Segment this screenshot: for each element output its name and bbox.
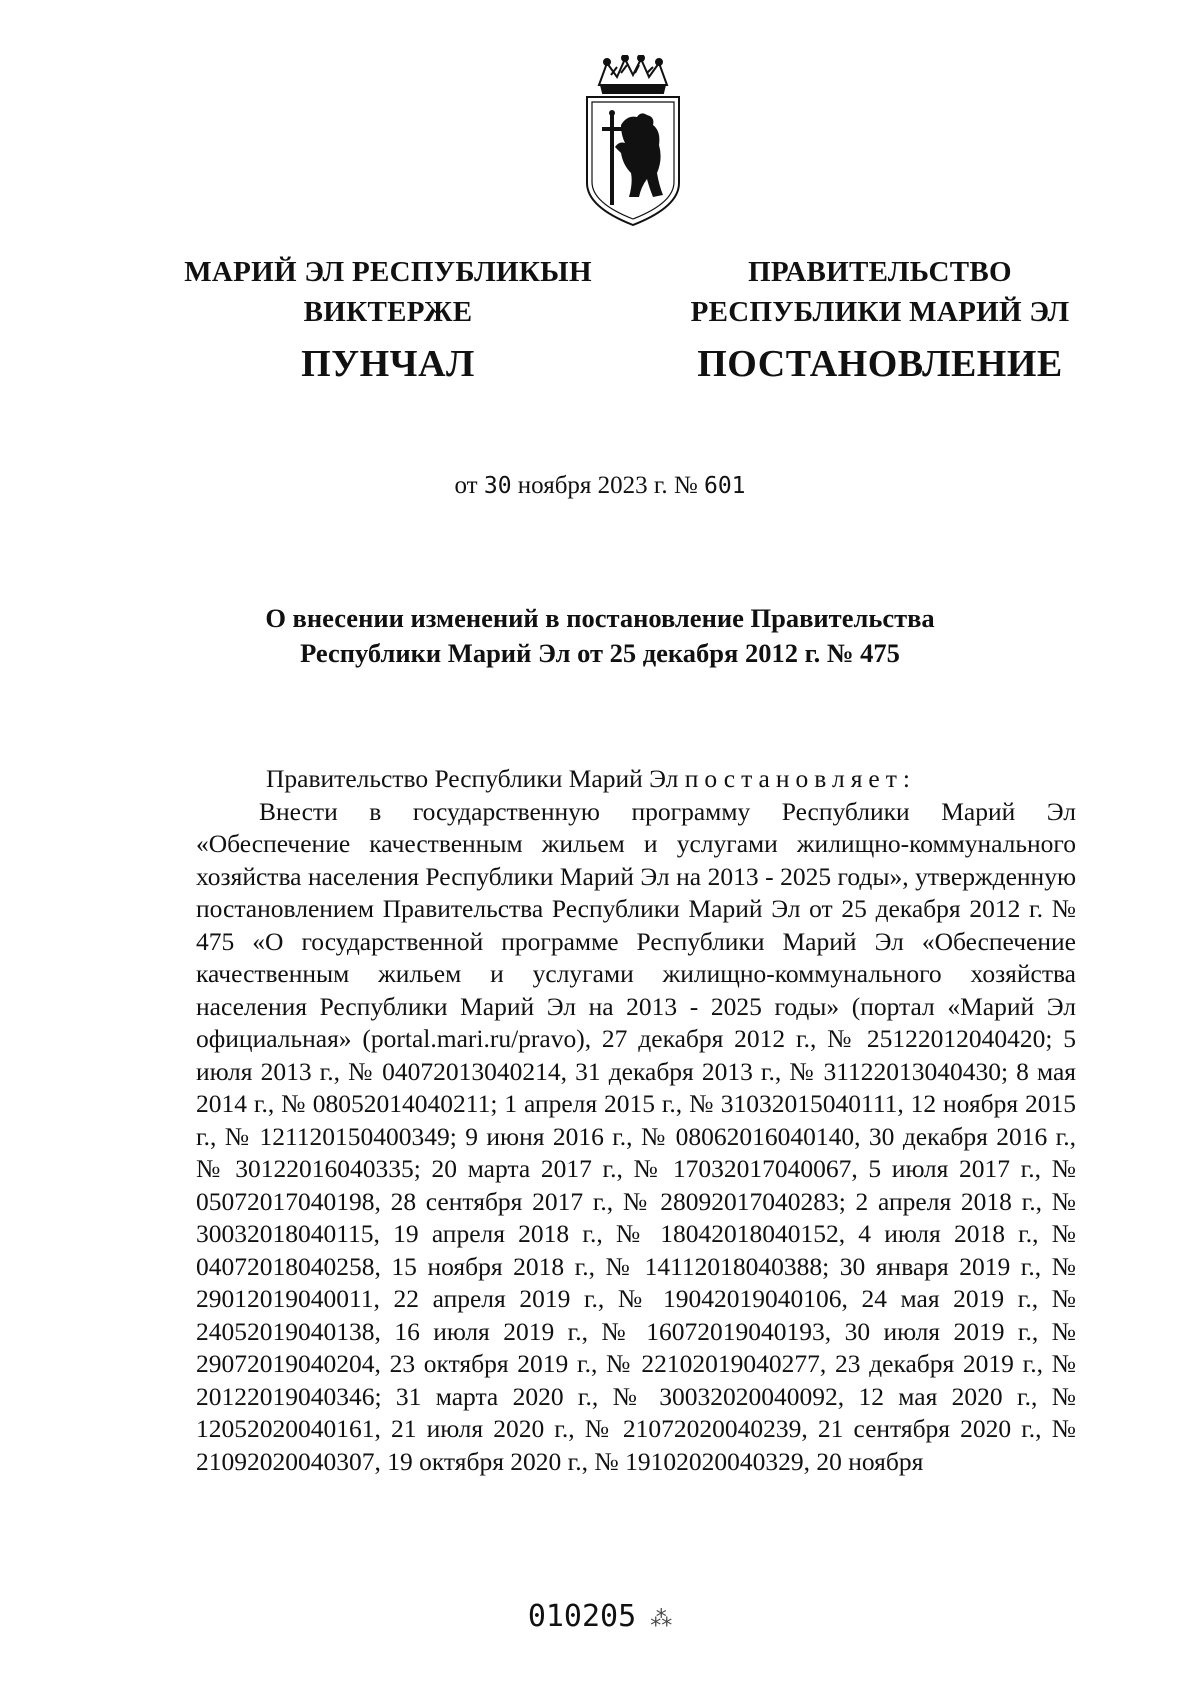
header-right-line2: РЕСПУБЛИКИ МАРИЙ ЭЛ [690,296,1070,328]
document-title [150,601,1050,671]
footer-mark-icon: ⁂ [650,1607,673,1632]
date-prefix: от [454,472,478,499]
main-paragraph: Внести в государственную программу Республики Марий Эл «Обеспечение качественным жильем и услугами жилищно-коммунального хозяйства населения Республики Марий Эл на 2013 - 2025 годы», утвержденную постановлением Правительства Республики Марий Эл от 25 декабря 2012 г. № 475 «О государственной программе Республики Марий Эл «Обеспечение качественным жильем и услугами жилищно-коммунального хозяйства населения Республики Марий Эл на 2013 - 2025 годы» (портал «Марий Эл официальная» (portal.mari.ru/pravo), 27 декабря 2012 г., № 25122012040420; 5 июля 2013 г., № 04072013040214, 31 декабря 2013 г., № 31122013040430; 8 мая 2014 г., № 08052014040211; 1 апреля 2015 г., № 31032015040111, 12 ноября 2015 г., № 121120150400349; 9 июня 2016 г., № 08062016040140, 30 декабря 2016 г., № 30122016040335; 20 марта 2017 г., № 17032017040067, 5 июля 2017 г., № 05072017040198, 28 сентября 2017 г., № 28092017040283; 2 апреля 2018 г., № 30032018040115, 19 апреля 2018 г., № 18042018040152, 4 июля 2018 г., № 04072018040258, 15 ноября 2018 г., № 14112018040388; 30 января 2019 г., № 29012019040011, 22 апреля 2019 г., № 19042019040106, 24 мая 2019 г., № 24052019040138, 16 июля 2019 г., № 16072019040193, 30 июля 2019 г., № 29072019040204, 23 октября 2019 г., № 22102019040277, 23 декабря 2019 г., № 20122019040346; 31 марта 2020 г., № 30032020040092, 12 мая 2020 г., № 12052020040161, 21 июля 2020 г., № 21072020040239, 21 сентября 2020 г., № 21092020040307, 19 октября 2020 г., № 19102020040329, 20 ноября [196,796,1076,1476]
document-title-line2: Республики Марий Эл от 25 декабря 2012 г. № 475 [300,638,900,668]
header-right-block [660,252,1100,390]
coat-of-arms-emblem [577,55,689,230]
document-title-line1: О внесении изменений в постановление Правительства [265,603,935,633]
header-left-title: ПУНЧАЛ [301,343,475,385]
header-left-line1: МАРИЙ ЭЛ РЕСПУБЛИКЫН [184,256,592,288]
intro-text: Правительство Республики Марий Эл [266,764,679,793]
header-right-title: ПОСТАНОВЛЕНИЕ [697,343,1063,385]
date-middle: ноября 2023 г. № [517,472,698,499]
footer-serial [0,1599,1200,1634]
document-date-line [0,472,1200,500]
footer-code-number: 010205 [527,1599,637,1634]
crown-icon [599,55,667,93]
header-left-line2: ВИКТЕРЖЕ [303,296,473,328]
document-body [196,763,1076,1478]
date-day: 30 [483,473,512,499]
header-right-line1: ПРАВИТЕЛЬСТВО [748,256,1012,288]
intro-paragraph [196,763,1076,796]
document-number: 601 [703,473,746,499]
header-left-block [178,252,598,390]
intro-spaced-word: постановляет: [684,764,916,793]
